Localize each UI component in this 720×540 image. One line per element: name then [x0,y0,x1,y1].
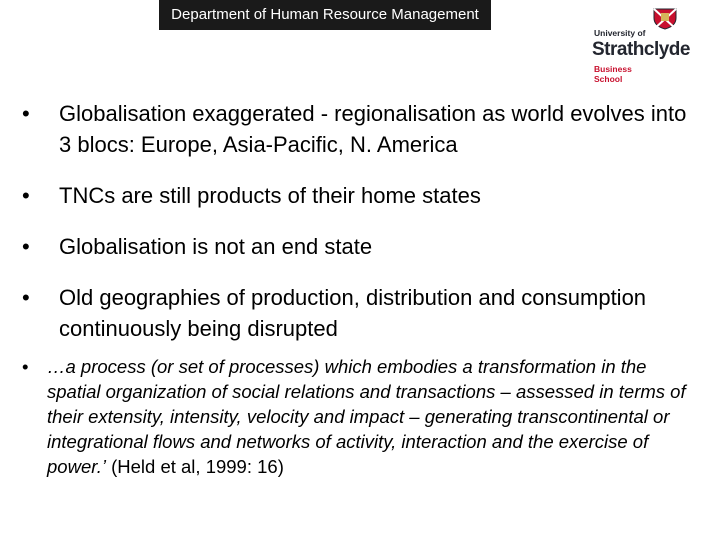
bullet-marker: • [22,234,30,259]
department-title: Department of Human Resource Management [159,0,491,30]
list-item [22,98,702,160]
logo-business: Business [594,64,632,74]
logo-business-school [594,64,632,84]
crest-icon [652,8,678,30]
bullet-text: TNCs are still products of their home states [59,183,481,208]
bullet-marker: • [22,101,30,126]
bullet-marker: • [22,285,30,310]
list-item [22,282,702,344]
quote-citation: (Held et al, 1999: 16) [105,456,284,477]
university-logo [590,8,694,86]
quote-text: …a process (or set of processes) which embodies a transformation in the spatial organization of social relations and transactions – assessed in terms of their extensity, intensity, velocity and impact – generating transcontinental or integrational flows and networks of activity, interaction and the exercise of power.’ [47,356,686,477]
quote-item [22,354,702,479]
list-item [22,231,702,262]
bullet-text: Old geographies of production, distribution and consumption continuously being disrupted [59,285,647,341]
logo-university-of: University of [594,28,646,38]
bullet-list [22,98,702,499]
bullet-text: Globalisation is not an end state [59,234,373,259]
logo-strathclyde: Strathclyde [592,39,690,60]
logo-school: School [594,74,623,84]
bullet-text: Globalisation exaggerated - regionalisation as world evolves into 3 blocs: Europe, Asia-Pacific, N. America [59,101,687,157]
list-item [22,180,702,211]
bullet-marker: • [22,356,29,377]
bullet-marker: • [22,183,30,208]
